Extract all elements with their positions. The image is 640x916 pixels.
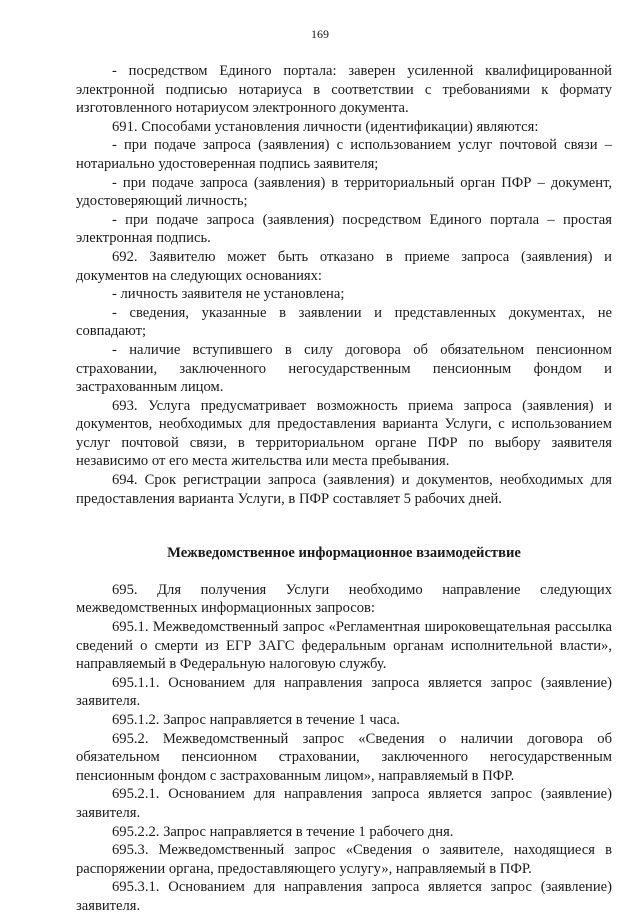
paragraph: 691. Способами установления личности (идентификации) являются: xyxy=(112,118,539,135)
paragraph: 695.3.1. Основанием для направления запроса является запрос (заявление) заявителя. xyxy=(76,879,612,914)
paragraph: 693. Услуга предусматривает возможность приема запроса (заявления) и документов, необходимых для предоставления варианта Услуги, с использованием услуг почтовой связи, в территориальном органе ПФР по выбору заявителя независимо от его места жительства или места пребывания. xyxy=(76,397,612,470)
section-heading: Межведомственное информационное взаимодействие xyxy=(167,545,521,562)
paragraph: 695.3. Межведомственный запрос «Сведения о заявителе, находящиеся в распоряжении органа, предоставляющего услугу», направляемый в ПФР. xyxy=(76,842,612,877)
paragraph: - при подаче запроса (заявления) с использованием услуг почтовой связи – нотариально удостоверенная подпись заявителя; xyxy=(76,137,612,172)
paragraph: - посредством Единого портала: заверен усиленной квалифицированной электронной подписью нотариуса в соответствии с требованиями к формату изготовленного нотариусом электронного документа. xyxy=(76,63,612,117)
paragraph: 695. Для получения Услуги необходимо направление следующих межведомственных информационных запросов: xyxy=(76,581,612,617)
paragraph: 692. Заявителю может быть отказано в приеме запроса (заявления) и документов на следующих основаниях: xyxy=(76,248,612,284)
paragraph: - при подаче запроса (заявления) в территориальный орган ПФР – документ, удостоверяющий личность; xyxy=(76,174,612,210)
paragraph: 694. Срок регистрации запроса (заявления) и документов, необходимых для предоставления варианта Услуги, в ПФР составляет 5 рабочих дней. xyxy=(76,472,612,507)
paragraph: - личность заявителя не установлена; xyxy=(112,286,345,303)
paragraph: 695.1.2. Запрос направляется в течение 1 часа. xyxy=(112,712,400,728)
page-number: 169 xyxy=(311,27,329,41)
paragraph: 695.2. Межведомственный запрос «Сведения о наличии договора об обязательном пенсионном страховании, заключенного негосударственным пенсионным фондом с застрахованным лицом», направляемый в ПФР. xyxy=(76,730,612,784)
paragraph: 695.2.1. Основанием для направления запроса является запрос (заявление) заявителя. xyxy=(76,786,612,821)
paragraph: - наличие вступившего в силу договора об обязательном пенсионном страховании, заключенного негосударственным пенсионным фондом и застрахованным лицом. xyxy=(76,341,612,396)
paragraph: 695.1.1. Основанием для направления запроса является запрос (заявление) заявителя. xyxy=(76,674,612,710)
paragraph: 695.1. Межведомственный запрос «Регламентная широковещательная рассылка сведений о смерти из ЕГР ЗАГС федеральным органам исполнительной власти», направляемый в Федеральную налоговую службу. xyxy=(76,619,612,673)
document-body xyxy=(76,62,612,916)
paragraph: 695.2.2. Запрос направляется в течение 1 рабочего дня. xyxy=(112,823,454,840)
paragraph: - сведения, указанные в заявлении и представленных документах, не совпадают; xyxy=(76,304,612,340)
paragraph: - при подаче запроса (заявления) посредством Единого портала – простая электронная подпись. xyxy=(76,211,612,247)
